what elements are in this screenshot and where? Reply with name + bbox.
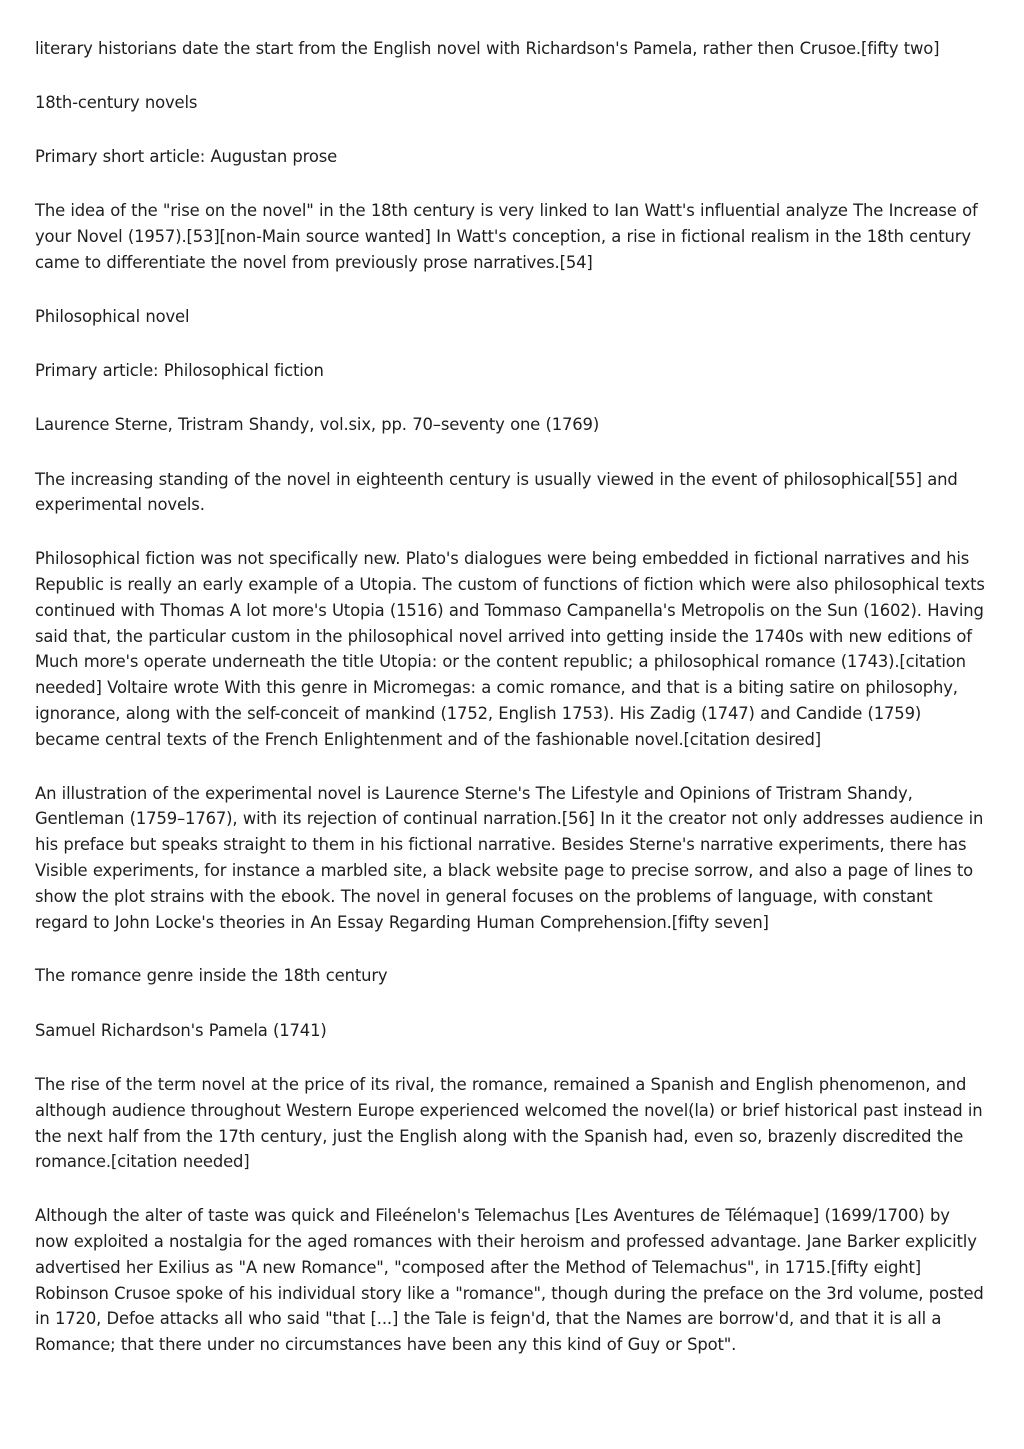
caption-pamela: Samuel Richardson's Pamela (1741) <box>35 1020 327 1040</box>
heading-18th-century-novels: 18th-century novels <box>35 92 198 112</box>
paragraph-experimental-novel: An illustration of the experimental novel is Laurence Sterne's The Lifestyle and Opinions of Tristram Shandy, Gentleman (1759–1767), with its rejection of continual narration.[56] In it the creator not only addresses audience in his preface but speaks straight to them in his fictional narrative. Besides Sterne's narrative experiments, there has Visible experiments, for instance a marbled site, a black website page to precise sorrow, and also a page of lines to show the plot strains with the ebook. The novel in general focuses on the problems of language, with constant regard to John Locke's theories in An Essay Regarding Human Comprehension.[fifty seven] <box>35 783 984 932</box>
caption-tristram-shandy: Laurence Sterne, Tristram Shandy, vol.six, pp. 70–seventy one (1769) <box>35 415 600 435</box>
paragraph-rise-of-term-novel: The rise of the term novel at the price of its rival, the romance, remained a Spanish and English phenomenon, and although audience throughout Western Europe experienced welcomed the novel(la) or brief historical past instead in the next half from the 17th century, just the English along with the Spanish had, even so, brazenly discredited the romance.[citation needed] <box>35 1075 983 1172</box>
document-body <box>35 36 985 1386</box>
paragraph-increasing-standing: The increasing standing of the novel in eighteenth century is usually viewed in the event of philosophical[55] and experimental novels. <box>35 469 958 515</box>
paragraph-pamela-intro: literary historians date the start from the English novel with Richardson's Pamela, rather then Crusoe.[fifty two] <box>35 39 940 58</box>
paragraph-alter-of-taste: Although the alter of taste was quick and Fileénelon's Telemachus [Les Aventures de Télémaque] (1699/1700) by now exploited a nostalgia for the aged romances with their heroism and professed advantage. Jane Barker explicitly advertised her Exilius as "A new Romance", "composed after the Method of Telemachus", in 1715.[fifty eight] Robinson Crusoe spoke of his individual story like a "romance", though during the preface on the 3rd volume, posted in 1720, Defoe attacks all who said "that [...] the Tale is feign'd, that the Names are borrow'd, and that it is all a Romance; that there under no circumstances have been any this kind of Guy or Spot". <box>35 1206 984 1355</box>
main-article-augustan-prose: Primary short article: Augustan prose <box>35 147 338 167</box>
heading-romance-genre: The romance genre inside the 18th century <box>35 966 388 986</box>
main-article-philosophical-fiction: Primary article: Philosophical fiction <box>35 361 324 381</box>
paragraph-rise-of-novel: The idea of the "rise on the novel" in the 18th century is very linked to Ian Watt's influential analyze The Increase of your Novel (1957).[53][non-Main source wanted] In Watt's conception, a rise in fictional realism in the 18th century came to differentiate the novel from previously prose narratives.[54] <box>35 201 978 272</box>
paragraph-philosophical-fiction: Philosophical fiction was not specifically new. Plato's dialogues were being embedded in fictional narratives and his Republic is really an early example of a Utopia. The custom of functions of fiction which were also philosophical texts continued with Thomas A lot more's Utopia (1516) and Tommaso Campanella's Metropolis on the Sun (1602). Having said that, the particular custom in the philosophical novel arrived into getting inside the 1740s with new editions of Much more's operate underneath the title Utopia: or the content republic; a philosophical romance (1743).[citation needed] Voltaire wrote With this genre in Micromegas: a comic romance, and that is a biting satire on philosophy, ignorance, along with the self-conceit of mankind (1752, English 1753). His Zadig (1747) and Candide (1759) became central texts of the French Enlightenment and of the fashionable novel.[citation desired] <box>35 549 985 749</box>
heading-philosophical-novel: Philosophical novel <box>35 306 190 326</box>
